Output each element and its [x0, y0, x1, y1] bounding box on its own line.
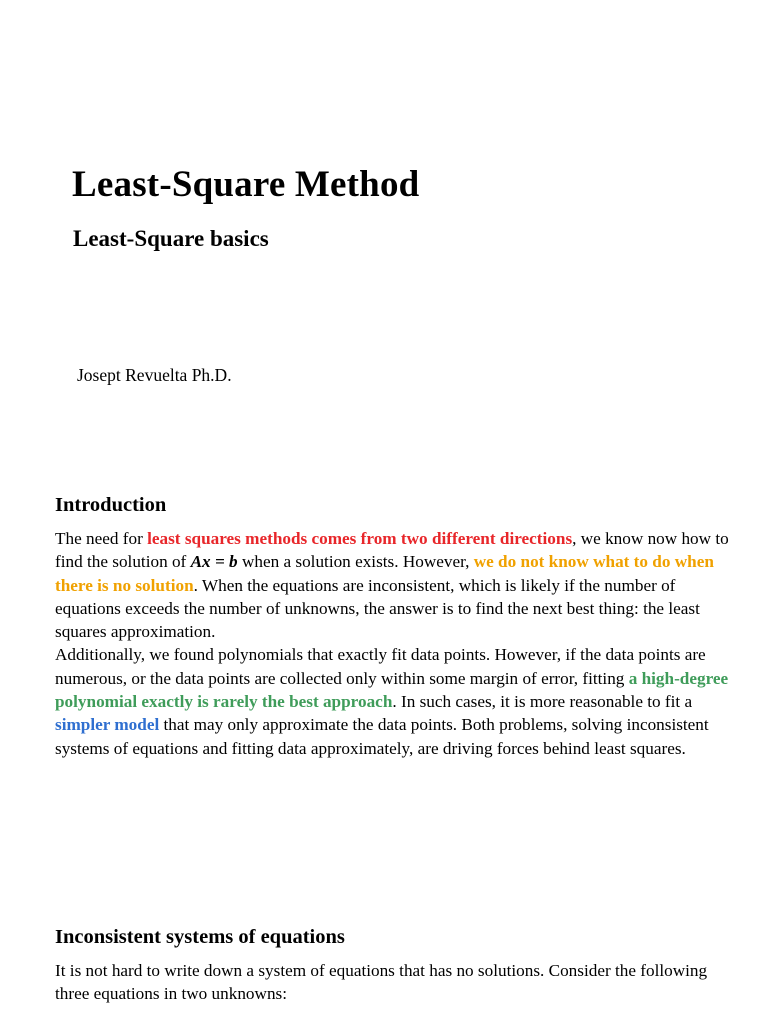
text-segment: that may only approximate the data points. Both problems, solving inconsistent systems of equations and fitting data approximately, are driving forces behind least squares. — [55, 715, 709, 758]
paragraph-intro-1 — [55, 527, 739, 643]
math-expression-axb: Ax = b — [190, 552, 238, 572]
text-segment: when a solution exists. However, — [237, 552, 474, 572]
text-segment: , we know now how to find the solution of — [55, 529, 729, 572]
page-title: Least-Square Method — [72, 163, 420, 205]
section-heading-inconsistent-systems: Inconsistent systems of equations — [55, 926, 345, 948]
section-body-introduction — [55, 527, 739, 760]
highlight-orange-no-solution: we do not know what to do when there is no solution — [55, 552, 714, 595]
author-name: Josept Revuelta Ph.D. — [77, 365, 232, 385]
text-segment: The need for — [55, 529, 148, 548]
text-segment: . When the equations are inconsistent, which is likely if the number of equations exceeds the number of unknowns, the answer is to find the next best thing: the least squares approximation. — [55, 575, 700, 642]
highlight-blue-simpler-model: simpler model — [55, 715, 160, 735]
page-subtitle: Least-Square basics — [73, 226, 269, 252]
text-segment: . In such cases, it is more reasonable to fit a — [392, 692, 693, 712]
highlight-red-directions: least squares methods comes from two different directions — [147, 529, 573, 548]
text-segment: It is not hard to write down a system of equations that has no solutions. Consider the following three equations in two unknowns: — [55, 961, 708, 1004]
paragraph-intro-2 — [55, 643, 739, 759]
paragraph-inconsistent-1 — [55, 959, 739, 1006]
highlight-green-high-degree: a high-degree polynomial exactly is rarely the best approach — [55, 668, 729, 712]
section-body-inconsistent-systems — [55, 959, 739, 1006]
text-segment: Additionally, we found polynomials that exactly fit data points. However, if the data points are numerous, or the data points are collected only within some margin of error, fitting — [55, 645, 706, 688]
section-heading-introduction: Introduction — [55, 494, 167, 516]
